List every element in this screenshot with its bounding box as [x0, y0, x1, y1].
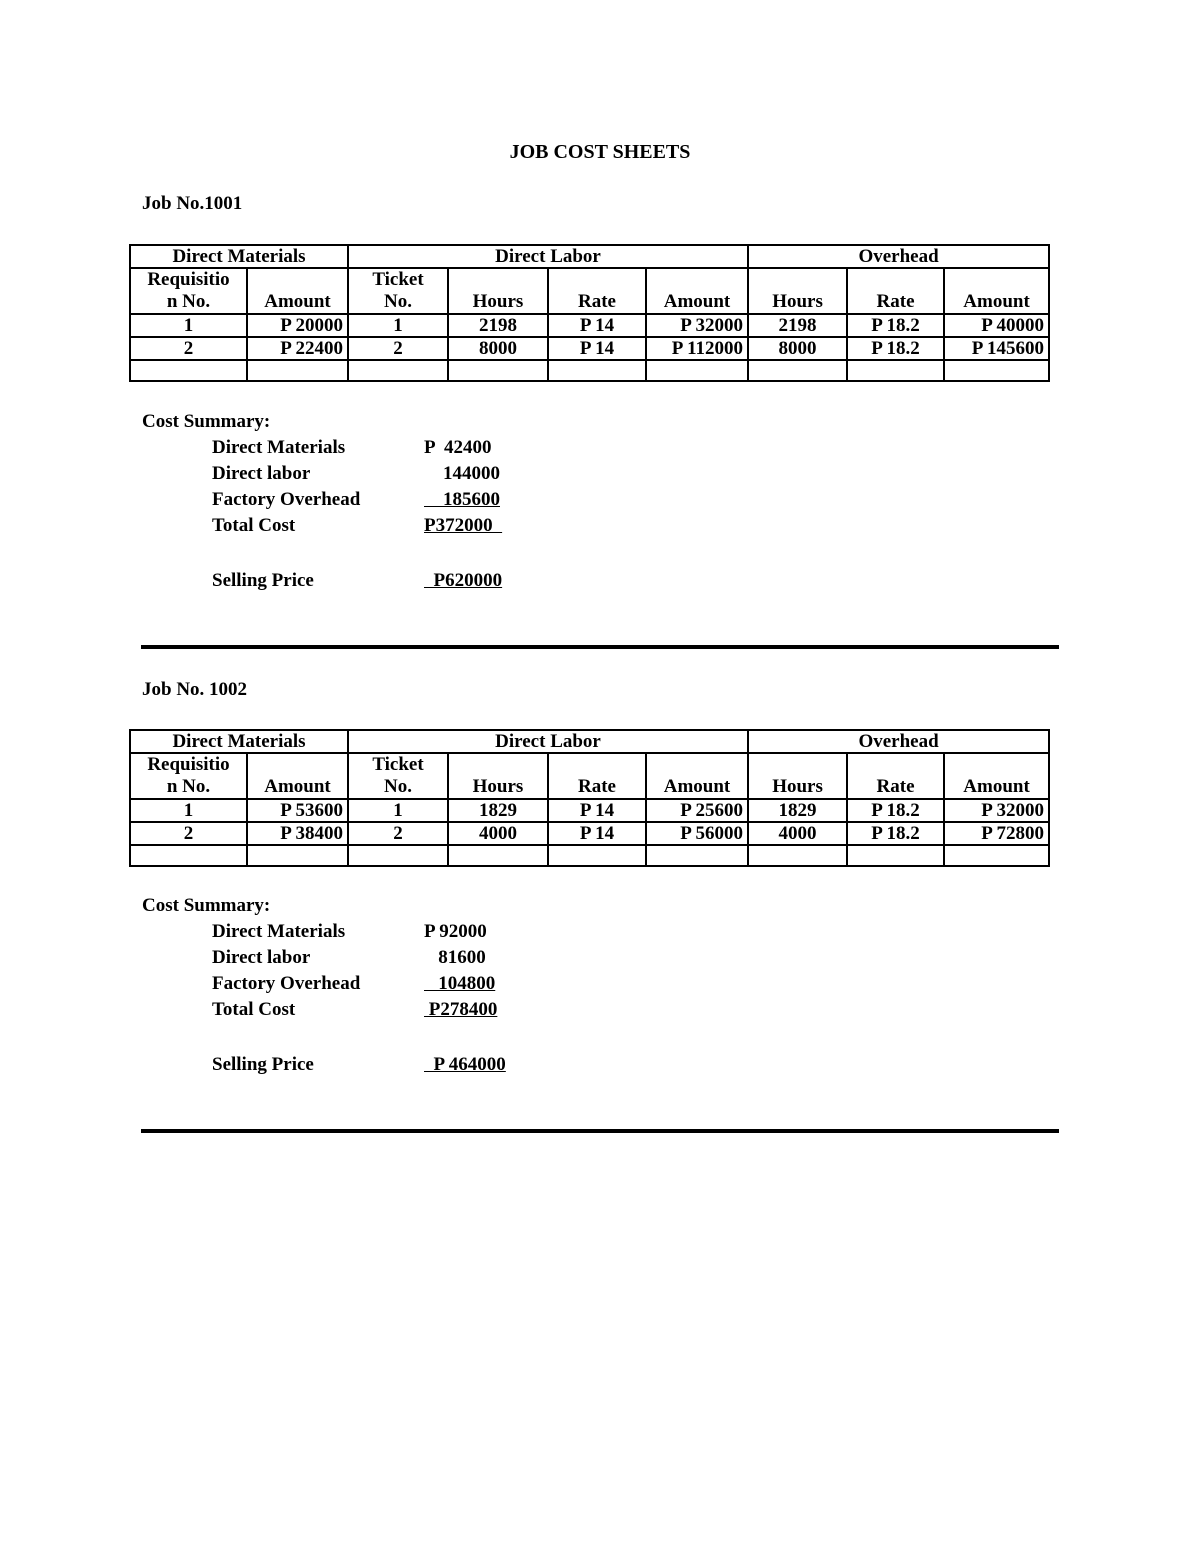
document-title: JOB COST SHEETS	[509, 141, 691, 163]
table-cell: P 14	[548, 822, 646, 845]
col-header-ticket-no: Ticket No.	[348, 268, 448, 314]
col-header-oh-amount: Amount	[944, 753, 1049, 799]
summary-value-direct-materials: P 42400	[424, 437, 492, 458]
table-cell: 2198	[748, 314, 847, 337]
table-cell: P 18.2	[847, 337, 944, 360]
group-header-direct-labor: Direct Labor	[348, 245, 748, 268]
summary-value-selling-price: P620000	[424, 570, 503, 591]
summary-value-direct-labor: 81600	[424, 947, 486, 968]
summary-value-factory-overhead: 104800	[424, 973, 496, 994]
section-divider	[141, 645, 1059, 649]
table-cell: P 18.2	[847, 314, 944, 337]
column-header-row	[130, 268, 1049, 314]
table-row	[130, 799, 1049, 822]
col-header-dl-rate: Rate	[548, 268, 646, 314]
table-cell: P 22400	[247, 337, 348, 360]
table-cell: 1	[348, 799, 448, 822]
table-cell: 2	[348, 337, 448, 360]
col-header-dm-amount: Amount	[247, 753, 348, 799]
summary-label-direct-labor: Direct labor	[212, 947, 311, 968]
table-cell: 8000	[748, 337, 847, 360]
col-header-dl-hours: Hours	[448, 753, 548, 799]
table-cell: P 14	[548, 799, 646, 822]
table-cell: P 18.2	[847, 799, 944, 822]
table-cell: P 25600	[646, 799, 748, 822]
col-header-oh-hours: Hours	[748, 753, 847, 799]
summary-label-direct-labor: Direct labor	[212, 463, 311, 484]
table-cell: 2	[130, 822, 247, 845]
table-row	[130, 822, 1049, 845]
column-header-row	[130, 753, 1049, 799]
group-header-direct-labor: Direct Labor	[348, 730, 748, 753]
cost-summary-1002	[142, 893, 562, 1078]
section-divider	[141, 1129, 1059, 1133]
cost-summary-heading: Cost Summary:	[142, 895, 271, 916]
table-row-empty	[130, 360, 1049, 381]
col-header-dl-rate: Rate	[548, 753, 646, 799]
table-cell: 1	[130, 799, 247, 822]
summary-label-direct-materials: Direct Materials	[212, 437, 346, 458]
table-cell: 1829	[748, 799, 847, 822]
col-header-requisition-no: Requisitio n No.	[130, 753, 247, 799]
summary-label-direct-materials: Direct Materials	[212, 921, 346, 942]
table-cell: 8000	[448, 337, 548, 360]
job-cost-table-1002	[129, 729, 1050, 867]
job-label-1002: Job No. 1002	[142, 679, 248, 700]
summary-value-direct-labor: 144000	[424, 463, 500, 484]
group-header-direct-materials: Direct Materials	[130, 730, 348, 753]
table-cell: P 32000	[944, 799, 1049, 822]
group-header-overhead: Overhead	[748, 245, 1049, 268]
col-header-dl-amount: Amount	[646, 268, 748, 314]
table-cell: P 14	[548, 337, 646, 360]
col-header-dl-amount: Amount	[646, 753, 748, 799]
col-header-dl-hours: Hours	[448, 268, 548, 314]
cost-summary-heading: Cost Summary:	[142, 411, 271, 432]
summary-label-total-cost: Total Cost	[212, 515, 296, 536]
col-header-oh-rate: Rate	[847, 753, 944, 799]
job-cost-table-1001	[129, 244, 1050, 382]
summary-value-direct-materials: P 92000	[424, 921, 487, 942]
job-label-1001: Job No.1001	[142, 193, 243, 214]
table-cell: P 53600	[247, 799, 348, 822]
table-cell: 2	[130, 337, 247, 360]
group-header-direct-materials: Direct Materials	[130, 245, 348, 268]
group-header-overhead: Overhead	[748, 730, 1049, 753]
col-header-oh-hours: Hours	[748, 268, 847, 314]
summary-label-selling-price: Selling Price	[212, 570, 314, 591]
table-cell: P 145600	[944, 337, 1049, 360]
summary-label-total-cost: Total Cost	[212, 999, 296, 1020]
table-cell: 1829	[448, 799, 548, 822]
summary-value-selling-price: P 464000	[424, 1054, 506, 1075]
table-cell: P 32000	[646, 314, 748, 337]
summary-label-selling-price: Selling Price	[212, 1054, 314, 1075]
table-cell: P 20000	[247, 314, 348, 337]
table-cell: P 56000	[646, 822, 748, 845]
table-cell: P 14	[548, 314, 646, 337]
summary-value-total-cost: P372000	[424, 515, 503, 536]
table-cell: P 40000	[944, 314, 1049, 337]
col-header-oh-amount: Amount	[944, 268, 1049, 314]
table-cell: 2198	[448, 314, 548, 337]
table-row	[130, 337, 1049, 360]
summary-label-factory-overhead: Factory Overhead	[212, 973, 361, 994]
table-cell: 2	[348, 822, 448, 845]
col-header-ticket-no: Ticket No.	[348, 753, 448, 799]
table-row	[130, 314, 1049, 337]
col-header-oh-rate: Rate	[847, 268, 944, 314]
group-header-row	[130, 245, 1049, 268]
table-cell: P 18.2	[847, 822, 944, 845]
table-cell: 4000	[448, 822, 548, 845]
table-cell: P 112000	[646, 337, 748, 360]
table-cell: P 38400	[247, 822, 348, 845]
table-cell: P 72800	[944, 822, 1049, 845]
table-row-empty	[130, 845, 1049, 866]
summary-value-factory-overhead: 185600	[424, 489, 500, 510]
summary-value-total-cost: P278400	[424, 999, 498, 1020]
cost-summary-1001	[142, 409, 562, 594]
group-header-row	[130, 730, 1049, 753]
table-cell: 4000	[748, 822, 847, 845]
table-cell: 1	[348, 314, 448, 337]
col-header-dm-amount: Amount	[247, 268, 348, 314]
col-header-requisition-no: Requisitio n No.	[130, 268, 247, 314]
summary-label-factory-overhead: Factory Overhead	[212, 489, 361, 510]
table-cell: 1	[130, 314, 247, 337]
